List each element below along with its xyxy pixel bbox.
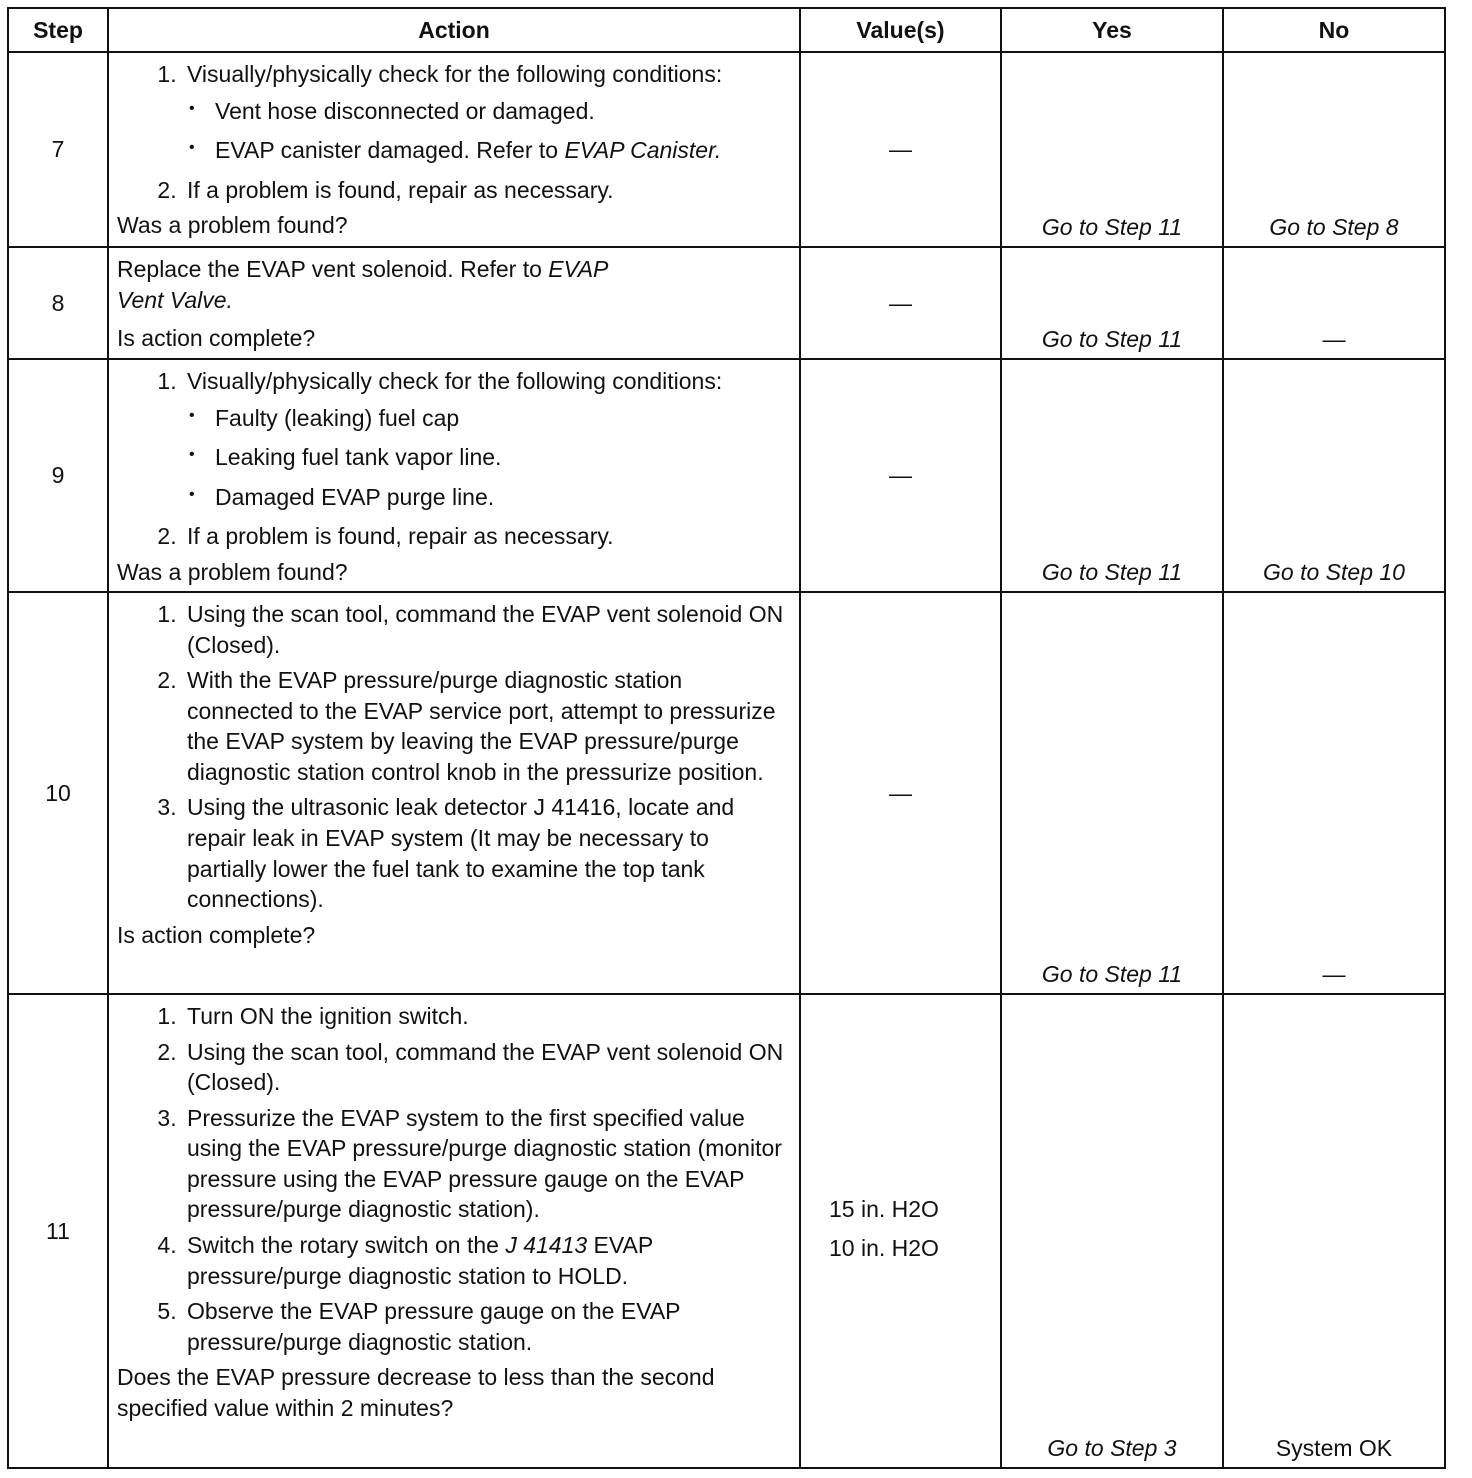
step-action [108,994,800,1468]
action-item: 4. Switch the rotary switch on the J 41413 EVAP pressure/purge diagnostic station to HOLD. [183,1230,793,1291]
no-result: Go to Step 8 [1223,52,1445,247]
action-item: 2. With the EVAP pressure/purge diagnostic station connected to the EVAP service port, attempt to pressurize the EVAP system by leaving the EVAP pressure/purge diagnostic station control knob in the pressurize position. [183,665,793,787]
step-values [800,994,1001,1468]
step-action [108,247,800,359]
no-result: — [1223,592,1445,994]
yes-result: Go to Step 11 [1001,247,1223,359]
condition-item: • EVAP canister damaged. Refer to EVAP Canister. [215,135,793,166]
header-step: Step [8,8,108,52]
step-question: Was a problem found? [117,558,348,585]
step-value: — [800,247,1001,359]
step-10-row [8,592,1445,994]
step-value: — [800,592,1001,994]
first-specified-value: 15 in. H2O [829,1196,939,1223]
action-item: 1. Visually/physically check for the following conditions: • Vent hose disconnected or damaged. • EVAP canister damaged. Refer to EVAP Canister. [183,59,793,166]
action-item: 2. Using the scan tool, command the EVAP vent solenoid ON (Closed). [183,1037,793,1098]
action-list [117,599,793,915]
diagnostic-table [7,7,1446,1469]
step-8-row [8,247,1445,359]
step-question: Is action complete? [117,921,316,948]
condition-item: • Leaking fuel tank vapor line. [215,442,793,473]
step-number: 10 [8,592,108,994]
step-action [108,52,800,247]
action-list [117,366,793,552]
step-number: 8 [8,247,108,359]
action-item: 3. Using the ultrasonic leak detector J 41416, locate and repair leak in EVAP system (It may be necessary to partially lower the fuel tank to examine the top tank connections). [183,792,793,914]
step-7-row [8,52,1445,247]
step-number: 11 [8,994,108,1468]
step-number: 7 [8,52,108,247]
header-no: No [1223,8,1445,52]
action-text: Replace the EVAP vent solenoid. Refer to EVAP Vent Valve. [117,256,609,313]
action-item: 1. Using the scan tool, command the EVAP vent solenoid ON (Closed). [183,599,793,660]
condition-item: • Damaged EVAP purge line. [215,482,793,513]
no-result: — [1223,247,1445,359]
header-action: Action [108,8,800,52]
step-question: Is action complete? [117,325,316,352]
header-row [8,8,1445,52]
step-number: 9 [8,359,108,592]
no-result: Go to Step 10 [1223,359,1445,592]
action-item: 2. If a problem is found, repair as necessary. [183,175,793,206]
step-11-row [8,994,1445,1468]
tool-reference: J 41413 [505,1232,588,1259]
step-question: Was a problem found? [117,212,348,239]
header-yes: Yes [1001,8,1223,52]
action-list [117,1001,793,1357]
action-item: 5. Observe the EVAP pressure gauge on the EVAP pressure/purge diagnostic station. [183,1296,793,1357]
reference-link: EVAP [548,256,609,282]
action-list [117,59,793,205]
no-result: System OK [1223,994,1445,1468]
step-value: — [800,52,1001,247]
step-action [108,592,800,994]
step-value: — [800,359,1001,592]
condition-item: • Vent hose disconnected or damaged. [215,96,793,127]
condition-list [187,403,793,513]
yes-result: Go to Step 11 [1001,592,1223,994]
yes-result: Go to Step 11 [1001,52,1223,247]
step-action [108,359,800,592]
action-item: 2. If a problem is found, repair as necessary. [183,521,793,552]
condition-item: • Faulty (leaking) fuel cap [215,403,793,434]
header-values: Value(s) [800,8,1001,52]
reference-link: EVAP Canister. [564,137,722,164]
action-item: 1. Visually/physically check for the following conditions: • Faulty (leaking) fuel cap • Leaking fuel tank vapor line. • Damaged EVAP purge line. [183,366,793,512]
reference-link: Vent Valve. [117,286,233,313]
step-question: Does the EVAP pressure decrease to less than the second specified value within 2 minutes? [117,1364,715,1421]
second-specified-value: 10 in. H2O [829,1235,939,1261]
condition-list [187,96,793,166]
action-item: 3. Pressurize the EVAP system to the first specified value using the EVAP pressure/purge diagnostic station (monitor pressure using the EVAP pressure gauge on the EVAP pressure/purge diagnostic station). [183,1103,793,1225]
yes-result: Go to Step 11 [1001,359,1223,592]
action-item: 1. Turn ON the ignition switch. [183,1001,793,1032]
step-9-row [8,359,1445,592]
yes-result: Go to Step 3 [1001,994,1223,1468]
